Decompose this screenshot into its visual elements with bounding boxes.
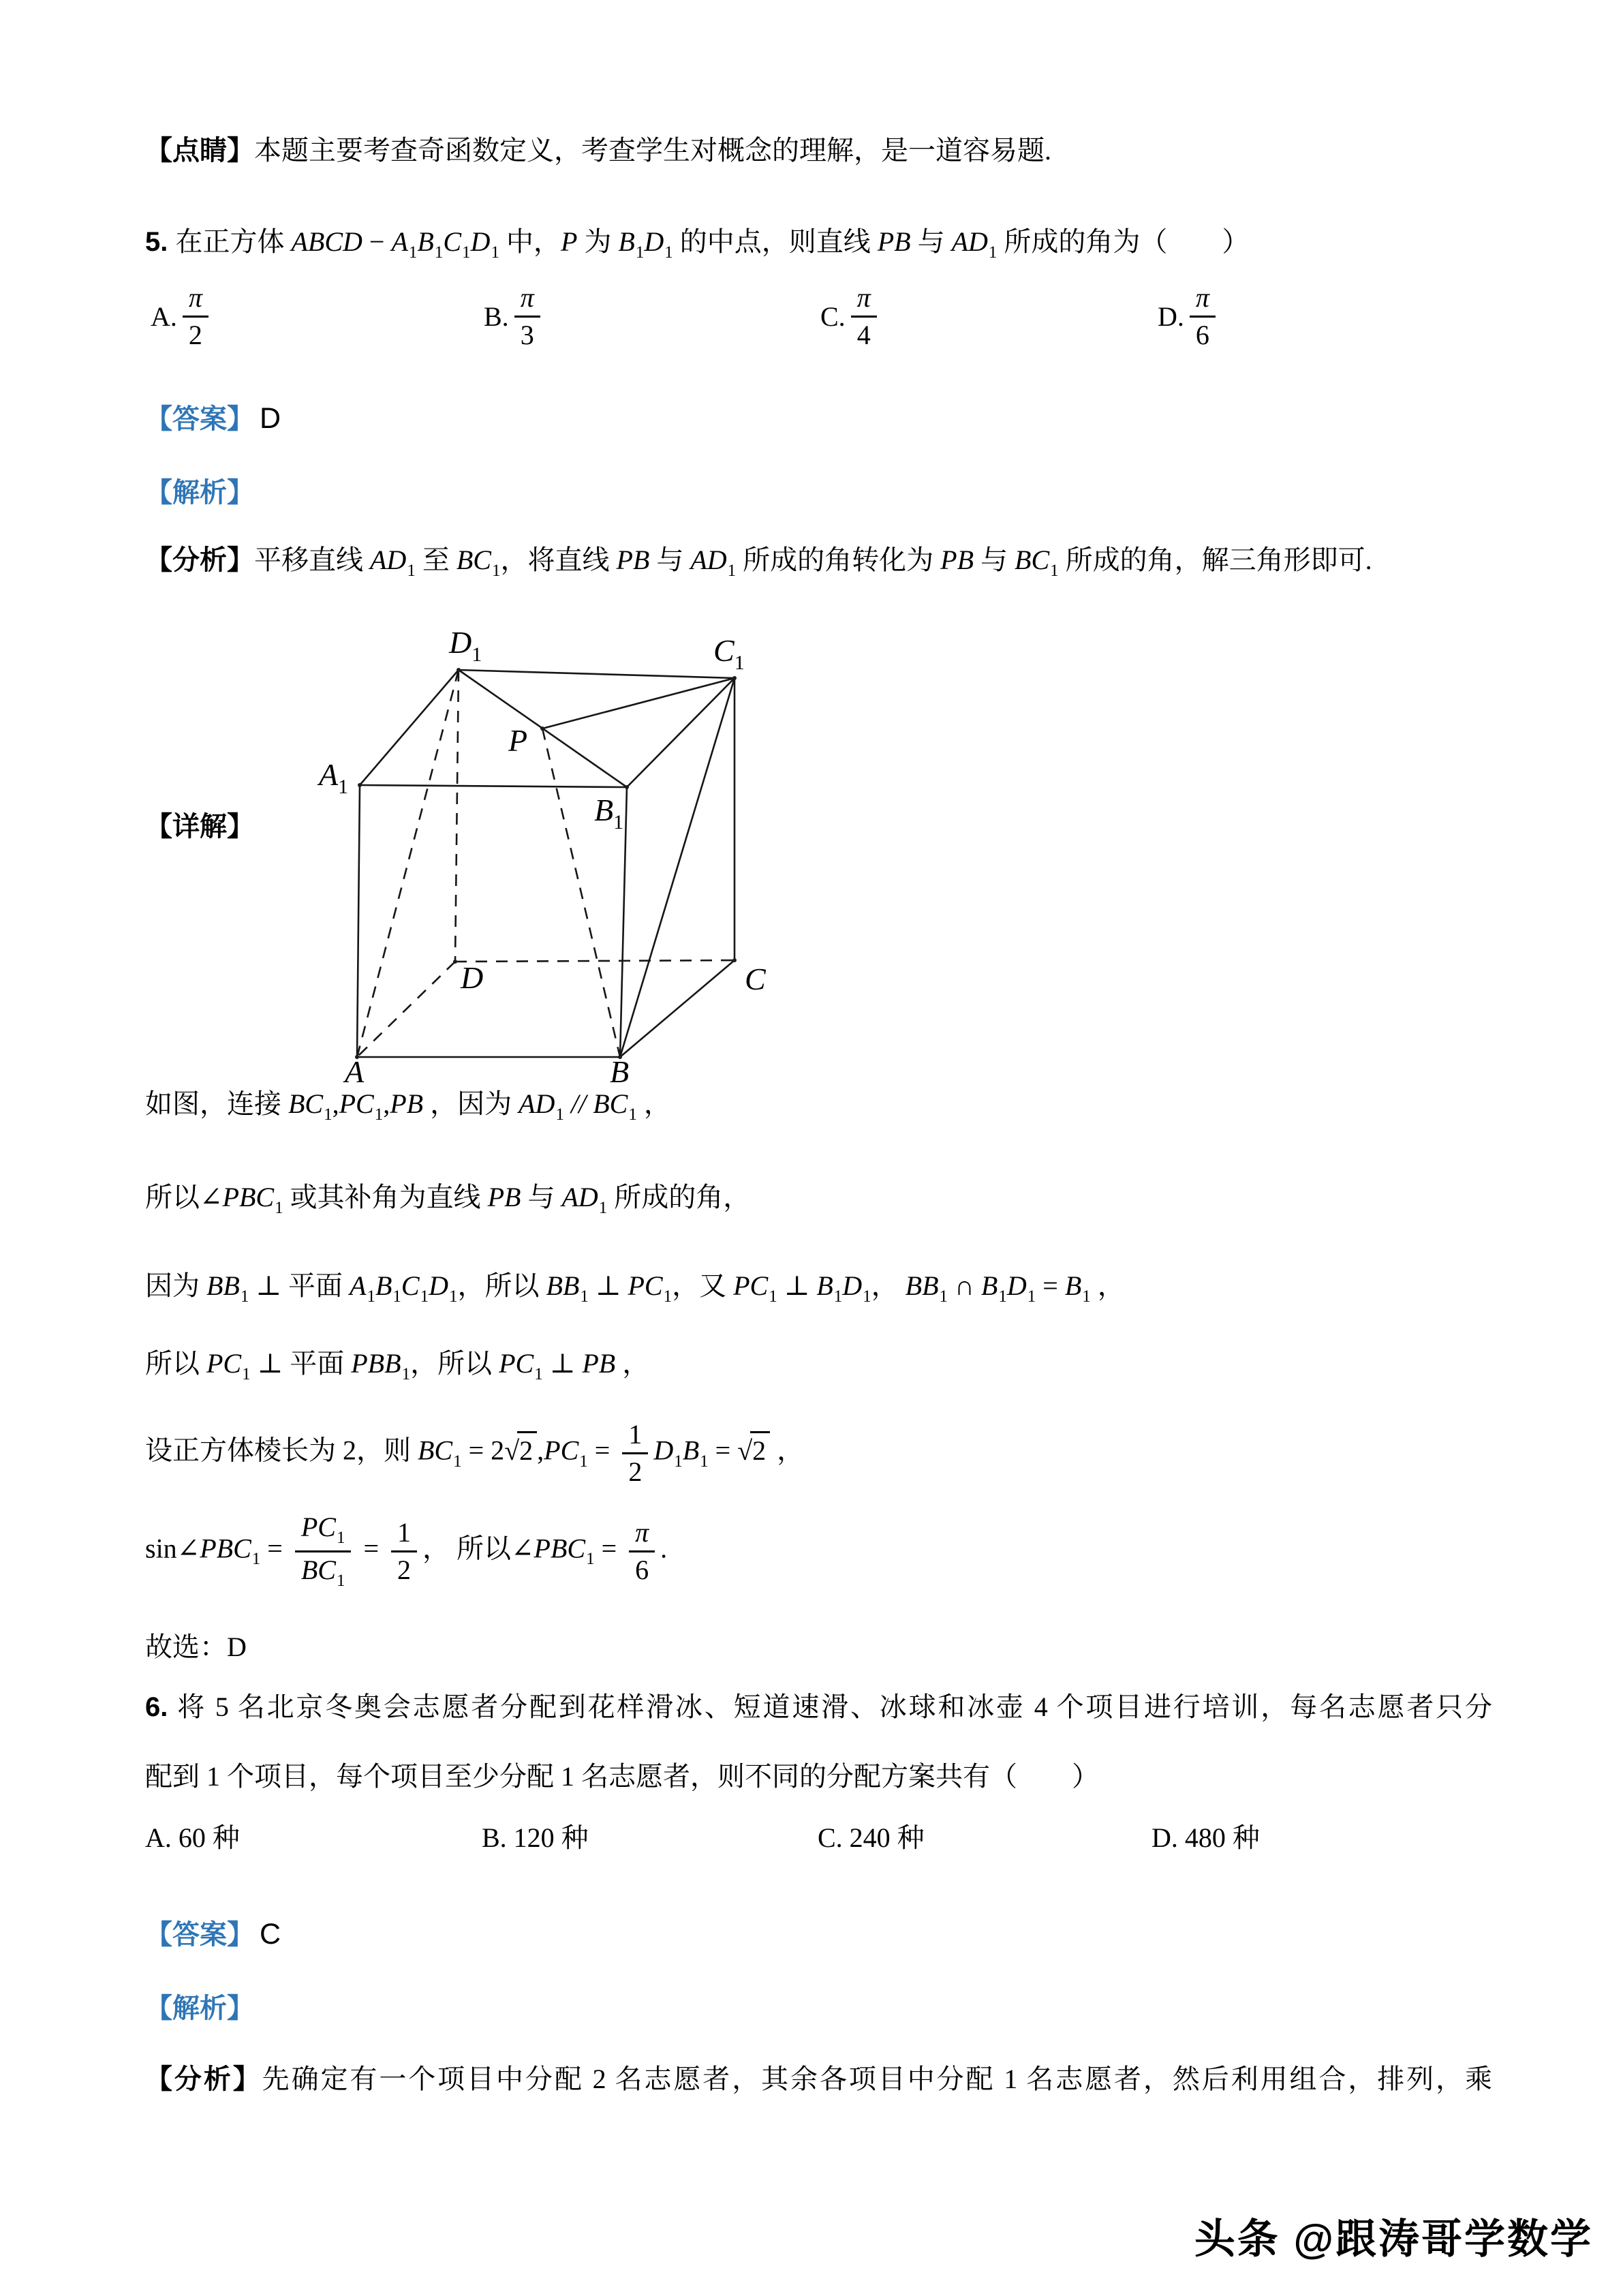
question-6-option-a: A. 60 种 xyxy=(145,1822,240,1853)
solution-line-3: 因为 $BB_1$ ⊥ 平面 $A_1B_1C_1D_1$，所以 $BB_1$ ⊥ $PC_1$，又 $PC_1$ ⊥ $B_1D_1$， $BB_1$ ∩ $B_1D_1 = B_1$ ， xyxy=(145,1270,1125,1306)
solution-line-5: 设正方体棱长为 2，则 $BC_1 = 2√2$ $,PC_1$ = $\frac{1}{2}$ $D_1B_1 = √2$ ， xyxy=(145,1419,805,1487)
question-6-stem-line-2: 配到 1 个项目，每个项目至少分配 1 名志愿者，则不同的分配方案共有（ ） xyxy=(145,1761,1099,1792)
cube-solid-edges xyxy=(357,670,735,1057)
question-6-analysis: 【分析】先确定有一个项目中分配 2 名志愿者，其余各项目中分配 1 名志愿者，然后利用组合，排列，乘 xyxy=(145,2064,1493,2094)
solution-line-1: 如图，连接 $BC_1,PC_1,PB$ ，因为 $AD_1 // BC_1$ ， xyxy=(145,1088,671,1124)
vertex-label-a1: $A_1$ xyxy=(319,757,349,798)
question-6-stem-line-1: 6. 将 5 名北京冬奥会志愿者分配到花样滑冰、短道速滑、冰球和冰壶 4 个项目进行培训，每名志愿者只分 xyxy=(145,1692,1492,1722)
detail-label: 【详解】 xyxy=(145,811,254,842)
question-5-option-c: C. $\frac{\pi}{4}$ xyxy=(820,278,882,354)
question-5-analysis: 【分析】平移直线 $AD_1$ 至 $BC_1$，将直线 PB 与 $AD_1$ 所成的角转化为 PB 与 $BC_1$ 所成的角，解三角形即可. xyxy=(145,545,1372,580)
question-6-answer: 【答案】 C xyxy=(145,1918,281,1950)
vertex-label-d: D xyxy=(461,960,484,995)
vertex-label-c1: $C_1$ xyxy=(713,633,745,674)
question-5-option-b: B. $\frac{\pi}{3}$ xyxy=(484,278,546,354)
question-5-option-d: D. $\frac{\pi}{6}$ xyxy=(1158,278,1221,354)
solution-line-6: $\sin\angle PBC_1$ = $\frac{PC_1}{BC_1}$ = $\frac{1}{2}$ ， 所以$\angle PBC_1$ = $\frac{\pi}{6}$ . xyxy=(145,1512,668,1590)
question-5-answer: 【答案】 D xyxy=(145,402,281,435)
question-6-analysis-label: 【解析】 xyxy=(145,1993,254,2023)
vertex-label-d1: $D_1$ xyxy=(449,625,482,666)
vertex-label-b: B xyxy=(610,1054,630,1084)
question-5-stem: 5. 在正方体 ABCD − $A_1B_1C_1D_1$ 中，P 为 $B_1D_1$ 的中点，则直线 PB 与 $AD_1$ 所成的角为（ ） xyxy=(145,226,1250,262)
vertex-label-c: C xyxy=(745,962,766,996)
cube-figure xyxy=(300,613,790,1084)
solution-line-2: 所以$\angle PBC_1$ 或其补角为直线 PB 与 $AD_1$ 所成的角， xyxy=(145,1182,751,1217)
vertex-label-p: P xyxy=(508,723,528,758)
remark-note: 【点睛】本题主要考查奇函数定义，考查学生对概念的理解，是一道容易题. xyxy=(145,135,1051,166)
solution-line-4: 所以 $PC_1$ ⊥ 平面 $PBB_1$，所以 $PC_1$ ⊥ PB ， xyxy=(145,1348,650,1383)
question-5-analysis-label: 【解析】 xyxy=(145,477,254,508)
question-6-option-c: C. 240 种 xyxy=(818,1822,925,1853)
watermark: 头条 @跟涛哥学数学 xyxy=(1194,2216,1593,2262)
question-5-conclusion: 故选：D xyxy=(145,1632,247,1662)
question-5-option-a: A. $\frac{\pi}{2}$ xyxy=(151,278,214,354)
vertex-label-b1: $B_1$ xyxy=(594,793,624,833)
question-6-option-b: B. 120 种 xyxy=(482,1822,589,1853)
vertex-label-a: A xyxy=(345,1054,365,1084)
question-6-option-d: D. 480 种 xyxy=(1151,1822,1260,1853)
